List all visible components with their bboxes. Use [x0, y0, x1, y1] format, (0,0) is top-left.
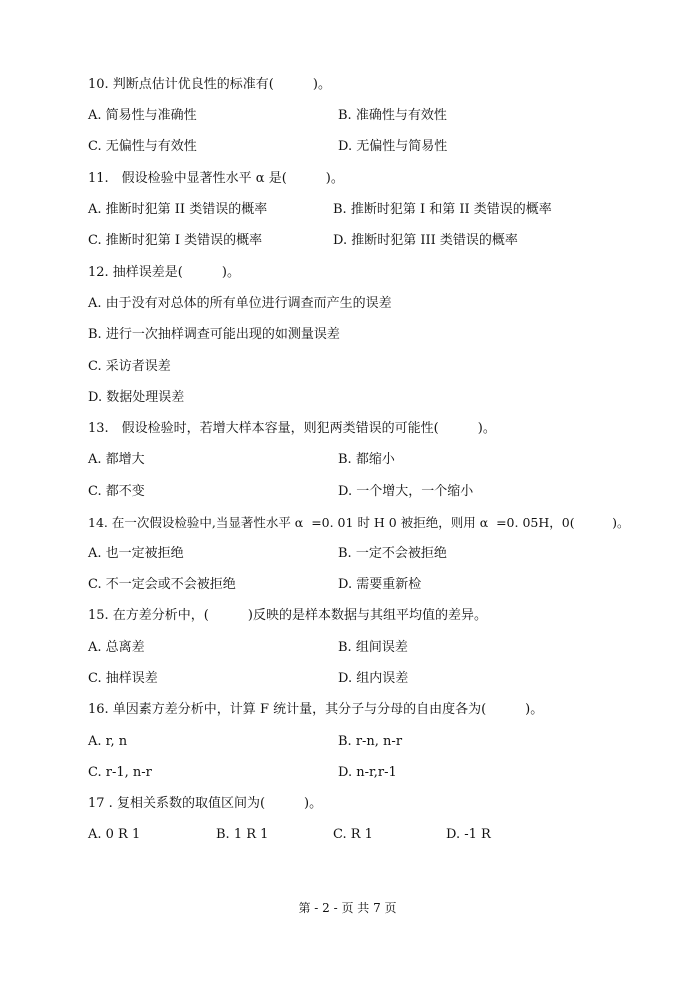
- question-10-option-c: C. 无偏性与有效性: [88, 139, 197, 154]
- question-13-option-a: A. 都增大: [88, 452, 145, 467]
- question-17-stem: 17 . 复相关系数的取值区间为( )。: [88, 796, 323, 811]
- question-12-option-c: C. 采访者误差: [88, 359, 171, 374]
- question-12-stem: 12. 抽样误差是( )。: [88, 265, 240, 280]
- question-16-option-b: B. r-n, n-r: [338, 734, 403, 749]
- question-16-stem: 16. 单因素方差分析中，计算 F 统计量，其分子与分母的自由度各为( )。: [88, 702, 544, 717]
- question-12-option-d: D. 数据处理误差: [88, 390, 185, 405]
- question-15-option-b: B. 组间误差: [338, 640, 408, 655]
- question-10-stem: 10. 判断点估计优良性的标准有( )。: [88, 77, 331, 92]
- question-17-option-a: A. 0 R 1: [88, 827, 141, 842]
- question-15-option-d: D. 组内误差: [338, 671, 409, 686]
- question-17-option-c: C. R 1: [333, 827, 373, 842]
- question-10-option-b: B. 准确性与有效性: [338, 108, 447, 123]
- question-11-option-d: D. 推断时犯第 III 类错误的概率: [333, 233, 518, 248]
- question-15-option-c: C. 抽样误差: [88, 671, 158, 686]
- question-11-option-c: C. 推断时犯第 I 类错误的概率: [88, 233, 263, 248]
- question-13-option-c: C. 都不变: [88, 484, 145, 499]
- question-15-stem: 15. 在方差分析中，( )反映的是样本数据与其组平均值的差异。: [88, 608, 487, 623]
- question-14-option-b: B. 一定不会被拒绝: [338, 546, 447, 561]
- question-16-option-c: C. r-1, n-r: [88, 765, 152, 780]
- question-11-option-b: B. 推断时犯第 I 和第 II 类错误的概率: [333, 202, 552, 217]
- question-13-option-b: B. 都缩小: [338, 452, 395, 467]
- question-16-option-d: D. n-r,r-1: [338, 765, 397, 780]
- question-14-option-c: C. 不一定会或不会被拒绝: [88, 577, 236, 592]
- question-15-option-a: A. 总离差: [88, 640, 145, 655]
- question-14-option-a: A. 也一定被拒绝: [88, 546, 184, 561]
- question-13-option-d: D. 一个增大，一个缩小: [338, 484, 474, 499]
- question-11-stem: 11. 假设检验中显著性水平 α 是( )。: [88, 171, 344, 186]
- question-17-option-b: B. 1 R 1: [216, 827, 269, 842]
- question-14-stem: 14. 在一次假设检验中,当显著性水平 α =0. 01 时 H 0 被拒绝，则用 α =0. 05H，0( )。: [88, 515, 630, 530]
- question-10-option-d: D. 无偏性与简易性: [338, 139, 448, 154]
- question-16-option-a: A. r, n: [88, 734, 128, 749]
- question-14-option-d: D. 需要重新检: [338, 577, 422, 592]
- question-12-option-a: A. 由于没有对总体的所有单位进行调查而产生的误差: [88, 296, 392, 311]
- question-10-option-a: A. 简易性与准确性: [88, 108, 197, 123]
- page-number-footer: 第 - 2 - 页 共 7 页: [298, 901, 397, 915]
- question-12-option-b: B. 进行一次抽样调查可能出现的如测量误差: [88, 327, 340, 342]
- question-11-option-a: A. 推断时犯第 II 类错误的概率: [88, 202, 268, 217]
- question-13-stem: 13. 假设检验时，若增大样本容量，则犯两类错误的可能性( )。: [88, 421, 496, 436]
- question-17-option-d: D. -1 R: [446, 827, 491, 842]
